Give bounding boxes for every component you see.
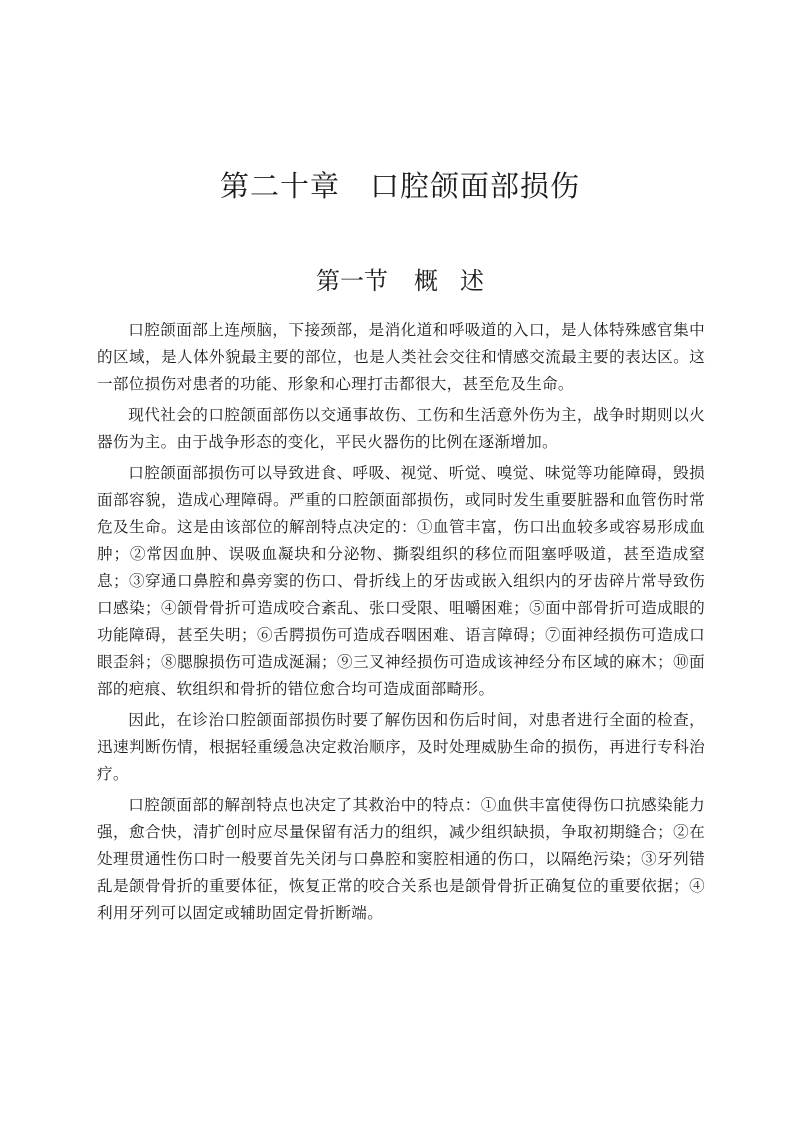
paragraph: 因此，在诊治口腔颌面部损伤时要了解伤因和伤后时间，对患者进行全面的检查，迅速判断伤情，根据轻重缓急决定救治顺序，及时处理威胁生命的损伤，再进行专科治疗。 [97, 711, 705, 783]
paragraph: 口腔颌面部上连颅脑，下接颈部，是消化道和呼吸道的入口，是人体特殊感官集中的区域，是人体外貌最主要的部位，也是人类社会交往和情感交流最主要的表达区。这一部位损伤对患者的功能、形象和心理打击都很大，甚至危及生命。 [97, 321, 705, 393]
paragraph: 口腔颌面部的解剖特点也决定了其救治中的特点：①血供丰富使得伤口抗感染能力强，愈合快，清扩创时应尽量保留有活力的组织，减少组织缺损，争取初期缝合；②在处理贯通性伤口时一般要首先关闭与口鼻腔和窦腔相通的伤口，以隔绝污染；③牙列错乱是颌骨骨折的重要体征，恢复正常的咬合关系也是颌骨骨折正确复位的重要依据；④利用牙列可以固定或辅助固定骨折断端。 [97, 796, 705, 922]
paragraph: 口腔颌面部损伤可以导致进食、呼吸、视觉、听觉、嗅觉、味觉等功能障碍，毁损面部容貌，造成心理障碍。严重的口腔颌面部损伤，或同时发生重要脏器和血管伤时常危及生命。这是由该部位的解剖特点决定的：①血管丰富，伤口出血较多或容易形成血肿；②常因血肿、误吸血凝块和分泌物、撕裂组织的移位而阻塞呼吸道，甚至造成窒息；③穿通口鼻腔和鼻旁窦的伤口、骨折线上的牙齿或嵌入组织内的牙齿碎片常导致伤口感染；④颌骨骨折可造成咬合紊乱、张口受限、咀嚼困难；⑤面中部骨折可造成眼的功能障碍，甚至失明；⑥舌腭损伤可造成吞咽困难、语言障碍；⑦面神经损伤可造成口眼歪斜；⑧腮腺损伤可造成涎漏；⑨三叉神经损伤可造成该神经分布区域的麻木；⑩面部的疤痕、软组织和骨折的错位愈合均可造成面部畸形。 [97, 464, 705, 698]
body-text [97, 317, 705, 931]
section-title [0, 263, 800, 299]
chapter-number: 第二十章 [219, 169, 340, 203]
section-name-part2: 述 [460, 267, 484, 295]
section-name-part1: 概 [414, 267, 438, 295]
chapter-title [0, 166, 800, 206]
chapter-name: 口腔颌面部损伤 [370, 169, 581, 203]
paragraph: 现代社会的口腔颌面部伤以交通事故伤、工伤和生活意外伤为主，战争时期则以火器伤为主。由于战争形态的变化，平民火器伤的比例在逐渐增加。 [97, 406, 705, 451]
section-number: 第一节 [316, 267, 388, 295]
